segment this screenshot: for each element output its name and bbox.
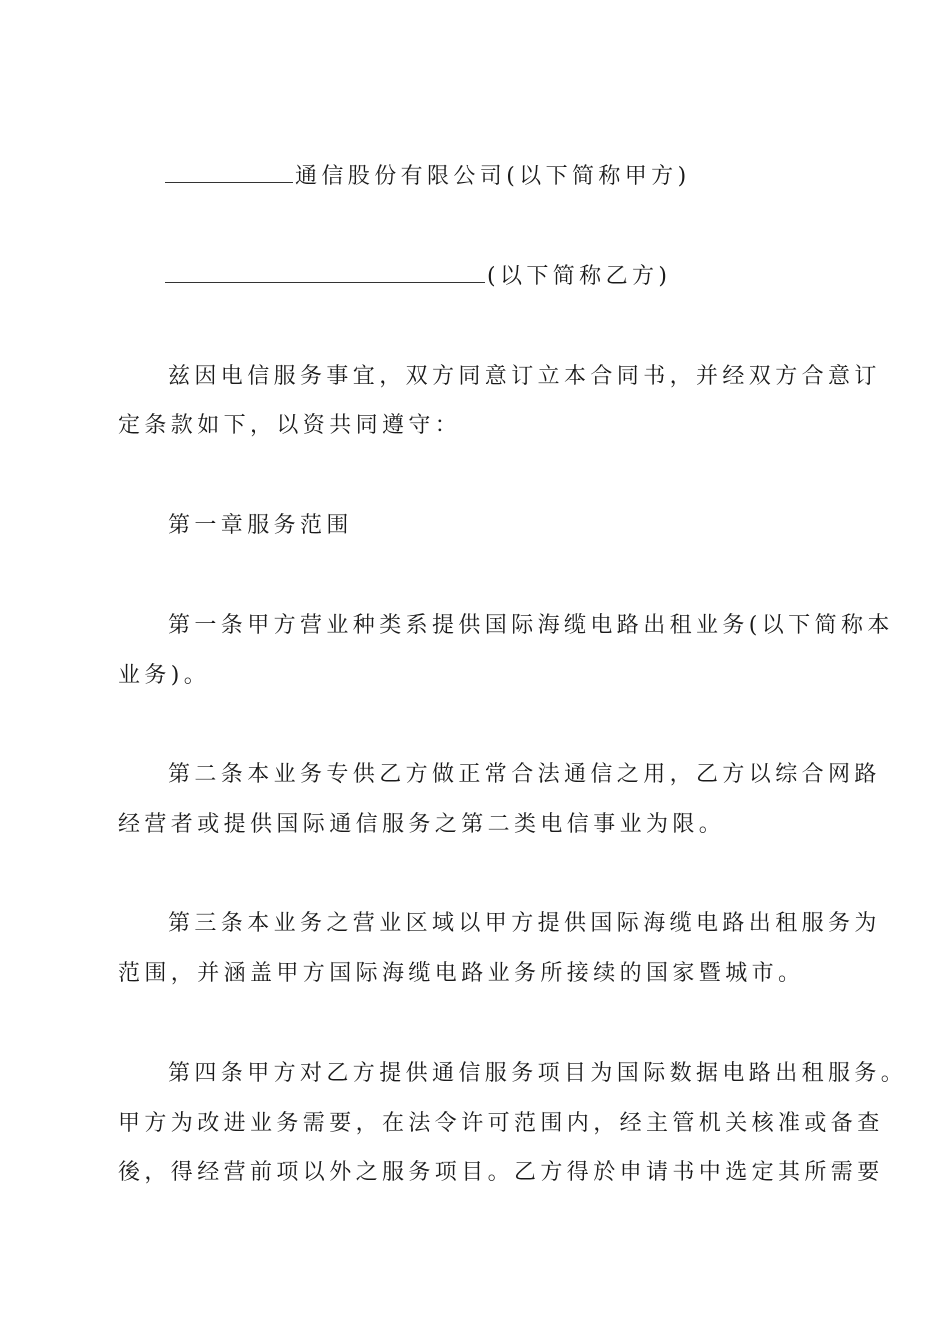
- party-b-text: (以下简称乙方): [487, 264, 672, 289]
- article-4-line-3: 後，得经营前项以外之服务项目。乙方得於申请书中选定其所需要: [118, 1160, 884, 1185]
- party-b-blank[interactable]: [165, 260, 485, 283]
- article-3-line-2: 范围，并涵盖甲方国际海缆电路业务所接续的国家暨城市。: [118, 961, 805, 986]
- article-4-line-1: 第四条甲方对乙方提供通信服务项目为国际数据电路出租服务。: [168, 1061, 908, 1086]
- party-a-blank[interactable]: [165, 160, 293, 183]
- article-2-line-2: 经营者或提供国际通信服务之第二类电信事业为限。: [118, 812, 726, 837]
- intro-line-1: 兹因电信服务事宜，双方同意订立本合同书，并经双方合意订: [168, 364, 881, 389]
- article-3-line-1: 第三条本业务之营业区域以甲方提供国际海缆电路出租服务为: [168, 911, 881, 936]
- party-b-line: [165, 260, 671, 292]
- intro-line-2: 定条款如下，以资共同遵守：: [118, 413, 462, 438]
- chapter-1-title: 第一章服务范围: [168, 513, 353, 538]
- party-a-line: [165, 160, 691, 192]
- party-a-text: 通信股份有限公司(以下简称甲方): [295, 164, 691, 189]
- article-1-line-2: 业务)。: [118, 663, 211, 688]
- article-4-line-2: 甲方为改进业务需要，在法令许可范围内，经主管机关核准或备查: [118, 1111, 884, 1136]
- article-1-line-1: 第一条甲方营业种类系提供国际海缆电路出租业务(以下简称本: [168, 613, 894, 638]
- article-2-line-1: 第二条本业务专供乙方做正常合法通信之用，乙方以综合网路: [168, 762, 881, 787]
